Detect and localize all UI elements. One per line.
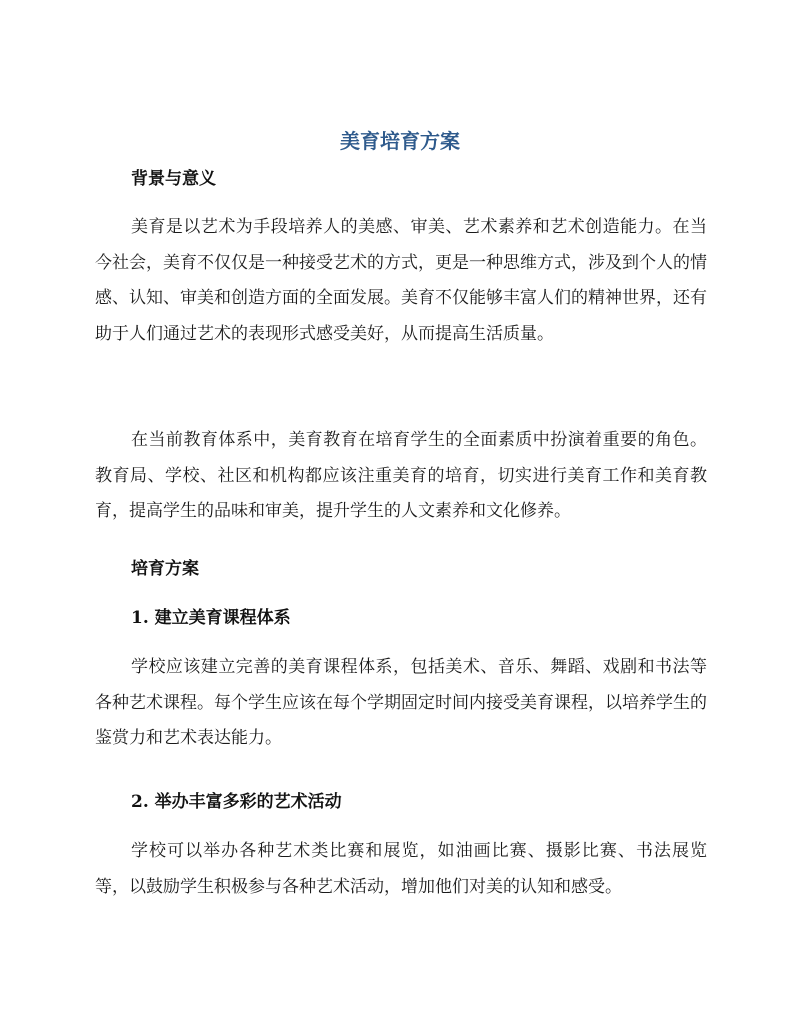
subsection-heading-curriculum: 1. 建立美育课程体系 xyxy=(131,608,291,628)
paragraph-activities: 学校可以举办各种艺术类比赛和展览，如油画比赛、摄影比赛、书法展览等，以鼓励学生积极参与各种艺术活动，增加他们对美的认知和感受。 xyxy=(95,841,707,897)
subsection-heading-activities: 2. 举办丰富多彩的艺术活动 xyxy=(131,792,342,812)
section-heading-plan: 培育方案 xyxy=(131,559,199,579)
paragraph-background-1: 美育是以艺术为手段培养人的美感、审美、艺术素养和艺术创造能力。在当今社会，美育不仅仅是一种接受艺术的方式，更是一种思维方式，涉及到个人的情感、认知、审美和创造方面的全面发展。美育不仅能够丰富人们的精神世界，还有助于人们通过艺术的表现形式感受美好，从而提高生活质量。 xyxy=(95,217,707,344)
paragraph-curriculum: 学校应该建立完善的美育课程体系，包括美术、音乐、舞蹈、戏剧和书法等各种艺术课程。每个学生应该在每个学期固定时间内接受美育课程，以培养学生的鉴赏力和艺术表达能力。 xyxy=(95,657,707,748)
document-title: 美育培育方案 xyxy=(340,129,460,153)
section-heading-background: 背景与意义 xyxy=(131,169,216,189)
paragraph-background-2: 在当前教育体系中，美育教育在培育学生的全面素质中扮演着重要的角色。教育局、学校、社区和机构都应该注重美育的培育，切实进行美育工作和美育教育，提高学生的品味和审美，提升学生的人文素养和文化修养。 xyxy=(95,430,707,521)
